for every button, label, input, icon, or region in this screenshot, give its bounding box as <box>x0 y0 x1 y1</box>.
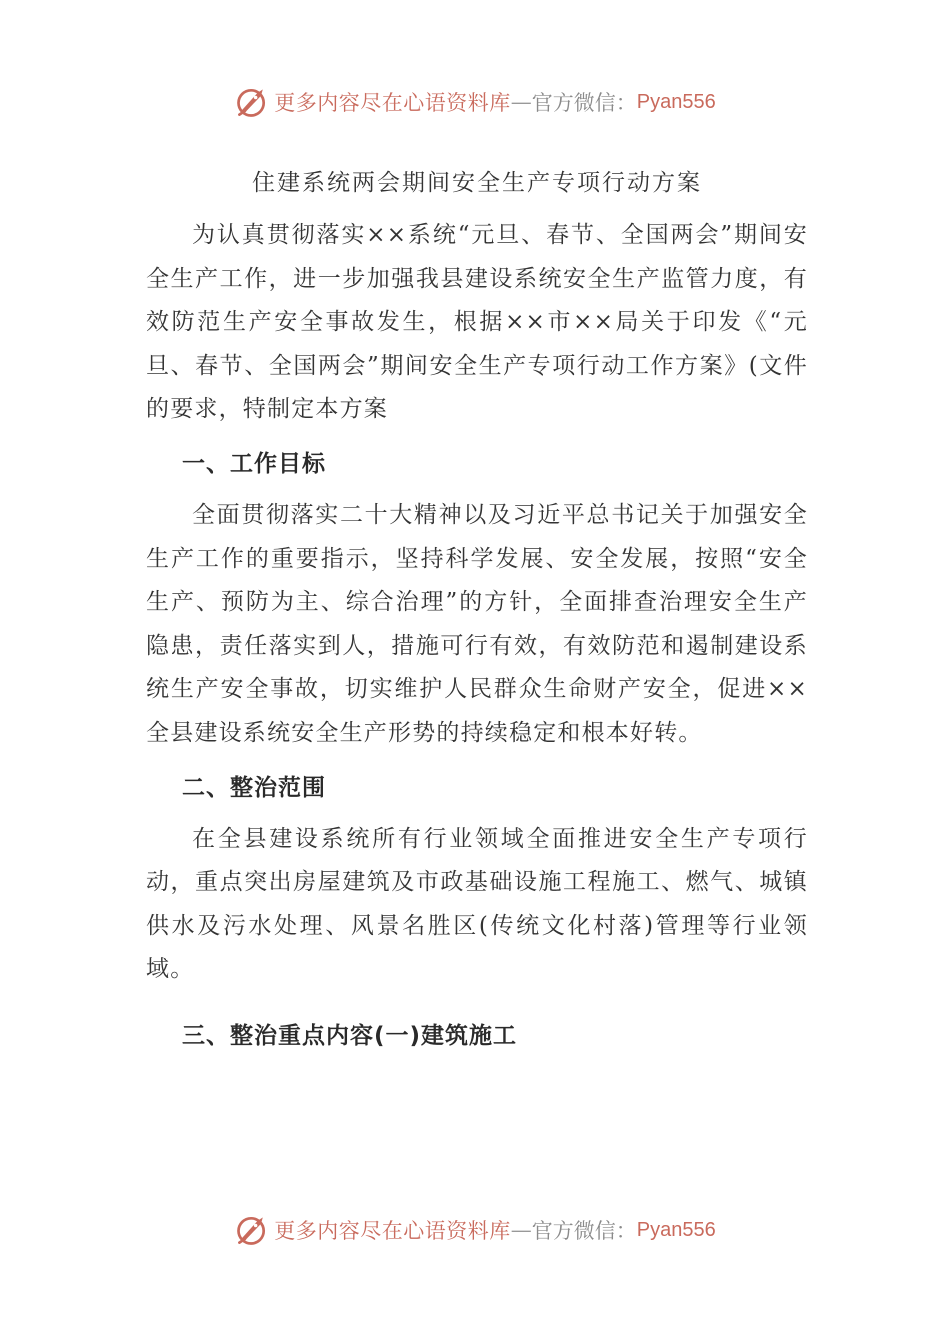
intro-paragraph: 为认真贯彻落实××系统“元旦、春节、全国两会”期间安全生产工作，进一步加强我县建设系统安全生产监管力度，有效防范生产安全事故发生，根据××市××局关于印发《“元旦、春节、全国两会”期间安全生产专项行动工作方案》(文件的要求，特制定本方案 <box>146 222 808 423</box>
banner-wechat-label: 官方微信： <box>531 1219 637 1243</box>
header-banner <box>0 82 950 122</box>
banner-wechat-id: Pyan556 <box>636 90 716 113</box>
banner-separator: — <box>510 90 532 114</box>
pen-nib-logo-icon <box>234 1212 270 1248</box>
section-heading-scope: 二、整治范围 <box>182 774 326 801</box>
banner-wechat-label: 官方微信： <box>531 91 637 115</box>
section-heading-key-content: 三、整治重点内容(一)建筑施工 <box>182 1022 518 1049</box>
document-body <box>146 158 808 1066</box>
footer-banner <box>0 1210 950 1250</box>
section-heading-goals: 一、工作目标 <box>182 450 326 477</box>
banner-separator: — <box>510 1218 532 1242</box>
banner-wechat-id: Pyan556 <box>636 1218 716 1241</box>
section-body-goals: 全面贯彻落实二十大精神以及习近平总书记关于加强安全生产工作的重要指示，坚持科学发展、安全发展，按照“安全生产、预防为主、综合治理”的方针，全面排查治理安全生产隐患，责任落实到人，措施可行有效，有效防范和遏制建设系统生产安全事故，切实维护人民群众生命财产安全，促进××全县建设系统安全生产形势的持续稳定和根本好转。 <box>146 501 808 746</box>
banner-brand-text: 更多内容尽在心语资料库 <box>274 91 511 115</box>
pen-nib-logo-icon <box>234 84 270 120</box>
document-title: 住建系统两会期间安全生产专项行动方案 <box>252 170 702 196</box>
banner-brand-text: 更多内容尽在心语资料库 <box>274 1219 511 1243</box>
section-body-scope: 在全县建设系统所有行业领域全面推进安全生产专项行动，重点突出房屋建筑及市政基础设施工程施工、燃气、城镇供水及污水处理、风景名胜区(传统文化村落)管理等行业领域。 <box>146 825 808 983</box>
